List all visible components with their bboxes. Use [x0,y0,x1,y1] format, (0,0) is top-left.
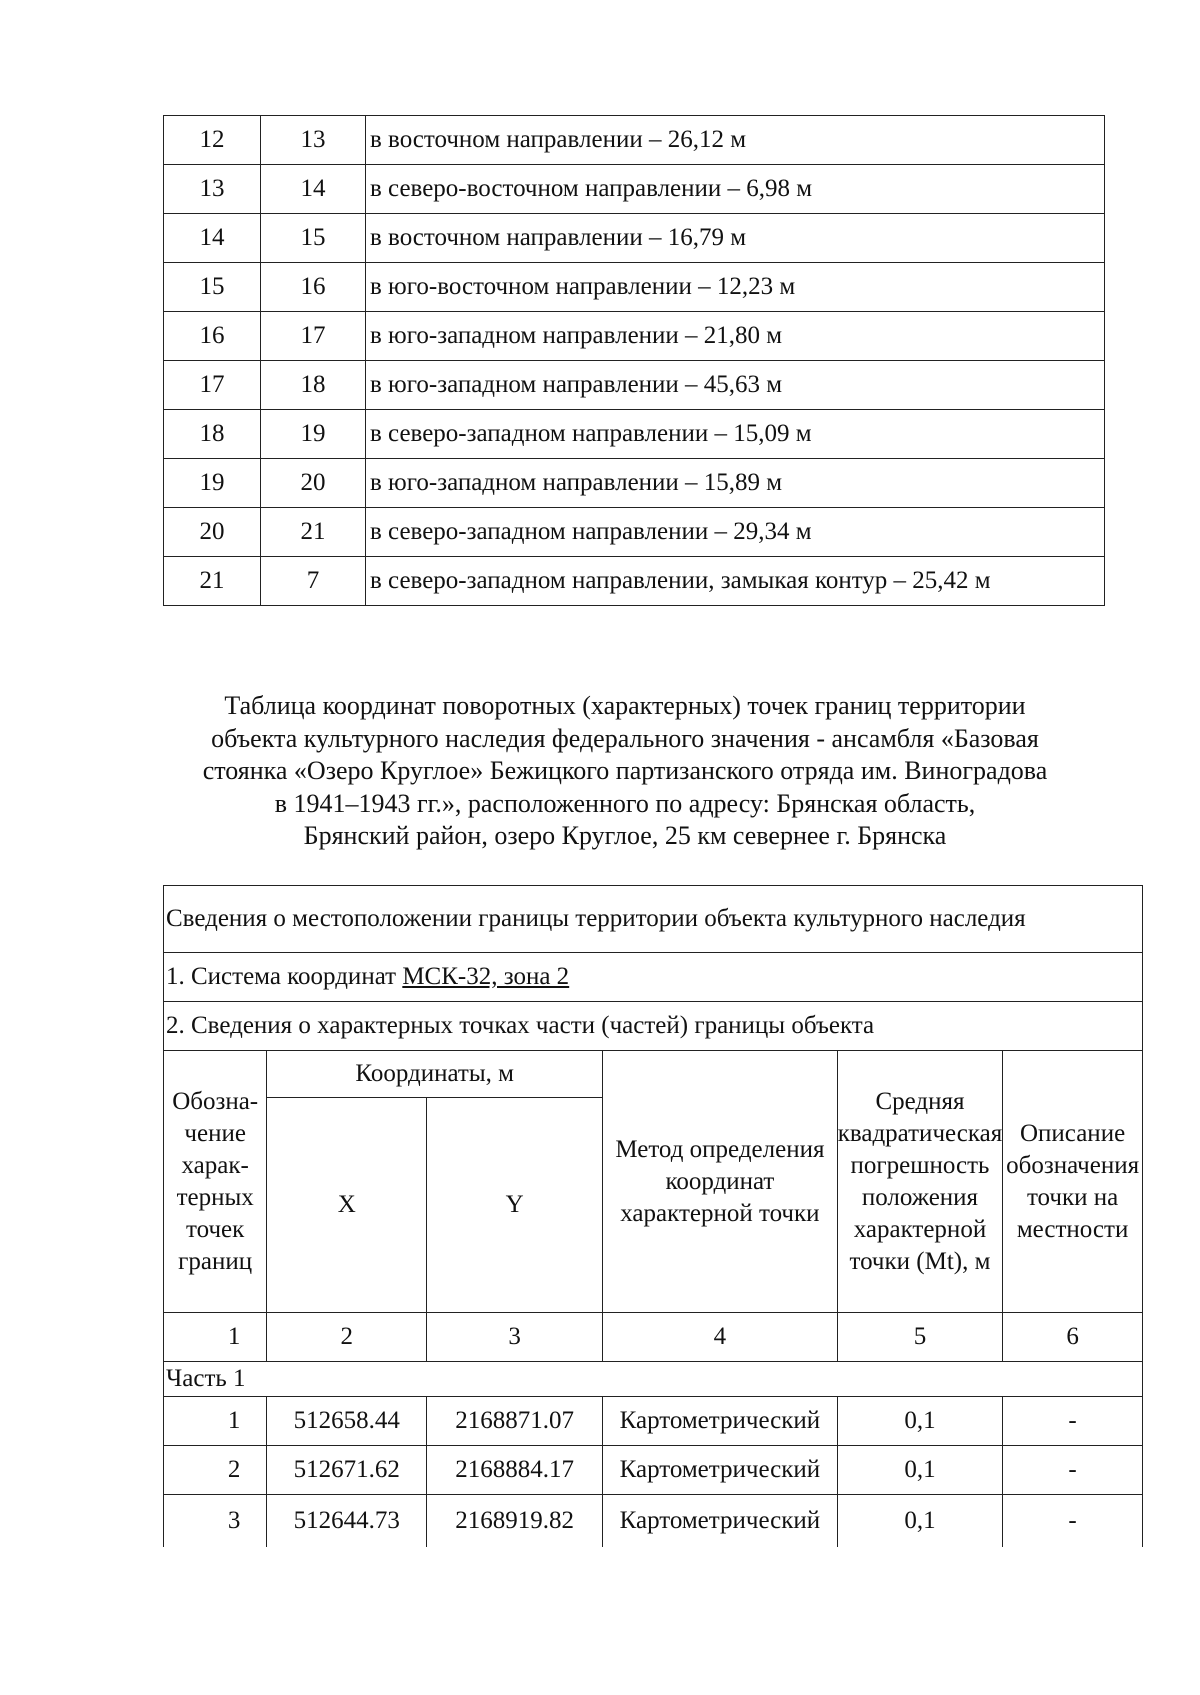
point-y: 2168884.17 [427,1446,603,1495]
from-point: 15 [164,263,261,312]
table-row [164,1397,1143,1446]
table-row [164,410,1105,459]
boundary-segments-table [163,115,1105,606]
table-row [164,312,1105,361]
method-header: Метод определения координат характерной точки [603,1051,838,1313]
point-x: 512658.44 [267,1397,427,1446]
column-number: 4 [603,1313,838,1362]
column-number: 3 [427,1313,603,1362]
to-point: 16 [261,263,366,312]
point-mt: 0,1 [837,1446,1002,1495]
table-row [164,886,1143,953]
table-row [164,361,1105,410]
part-row [164,1362,1143,1397]
table-row [164,1446,1143,1495]
from-point: 14 [164,214,261,263]
point-number: 3 [164,1495,267,1548]
from-point: 16 [164,312,261,361]
title-line: Брянский район, озеро Круглое, 25 км севернее г. Брянска [303,821,947,850]
from-point: 20 [164,508,261,557]
point-mt: 0,1 [837,1495,1002,1548]
description-header: Описание обозначения точки на местности [1003,1051,1143,1313]
table-row [164,165,1105,214]
segment-description: в восточном направлении – 16,79 м [366,214,1105,263]
point-mt: 0,1 [837,1397,1002,1446]
coordinate-system-label: 1. Система координат [166,963,403,990]
point-method: Картометрический [603,1495,838,1548]
to-point: 18 [261,361,366,410]
table-title [140,690,1110,853]
point-number: 2 [164,1446,267,1495]
to-point: 14 [261,165,366,214]
title-line: стоянка «Озеро Круглое» Бежицкого партизанского отряда им. Виноградова [202,756,1048,785]
to-point: 20 [261,459,366,508]
to-point: 7 [261,557,366,606]
column-number: 2 [267,1313,427,1362]
to-point: 21 [261,508,366,557]
point-method: Картометрический [603,1446,838,1495]
coordinate-system-value: МСК-32, зона 2 [402,963,570,990]
segment-description: в восточном направлении – 26,12 м [366,116,1105,165]
x-header: X [267,1098,427,1313]
segment-description: в северо-восточном направлении – 6,98 м [366,165,1105,214]
point-y: 2168919.82 [427,1495,603,1548]
to-point: 13 [261,116,366,165]
from-point: 19 [164,459,261,508]
coordinate-system-cell [164,953,1143,1002]
to-point: 19 [261,410,366,459]
title-line: Таблица координат поворотных (характерных) точек границ территории [224,691,1026,720]
point-x: 512671.62 [267,1446,427,1495]
point-x: 512644.73 [267,1495,427,1548]
segment-description: в юго-западном направлении – 15,89 м [366,459,1105,508]
location-info-cell: Сведения о местоположении границы территории объекта культурного наследия [164,886,1143,953]
to-point: 15 [261,214,366,263]
from-point: 12 [164,116,261,165]
point-number: 1 [164,1397,267,1446]
table-row [164,214,1105,263]
segment-description: в северо-западном направлении – 29,34 м [366,508,1105,557]
coordinates-table [163,885,1143,1547]
table-row [164,508,1105,557]
segment-description: в юго-западном направлении – 21,80 м [366,312,1105,361]
point-y: 2168871.07 [427,1397,603,1446]
table-row [164,953,1143,1002]
point-method: Картометрический [603,1397,838,1446]
title-line: в 1941–1943 гг.», расположенного по адресу: Брянская область, [274,788,976,818]
from-point: 17 [164,361,261,410]
to-point: 17 [261,312,366,361]
title-line: объекта культурного наследия федерального значения - ансамбля «Базовая [211,723,1039,753]
table-row [164,116,1105,165]
points-info-cell: 2. Сведения о характерных точках части (частей) границы объекта [164,1002,1143,1051]
table-row [164,1495,1143,1548]
segment-description: в северо-западном направлении – 15,09 м [366,410,1105,459]
error-header: Средняя квадратическая погрешность положения характерной точки (Mt), м [837,1051,1002,1313]
from-point: 18 [164,410,261,459]
segment-description: в северо-западном направлении, замыкая контур – 25,42 м [366,557,1105,606]
segment-description: в юго-восточном направлении – 12,23 м [366,263,1105,312]
point-description: - [1003,1397,1143,1446]
table-row [164,459,1105,508]
y-header: Y [427,1098,603,1313]
coordinates-header: Координаты, м [267,1051,603,1098]
table-row [164,1002,1143,1051]
point-description: - [1003,1446,1143,1495]
segment-description: в юго-западном направлении – 45,63 м [366,361,1105,410]
column-number: 5 [837,1313,1002,1362]
table-row [164,263,1105,312]
column-number: 6 [1003,1313,1143,1362]
point-description: - [1003,1495,1143,1548]
from-point: 21 [164,557,261,606]
designation-header: Обозна-чение харак-терных точек границ [164,1051,267,1313]
table-row [164,557,1105,606]
column-number-row [164,1313,1143,1362]
header-row [164,1051,1143,1098]
part-label: Часть 1 [164,1362,1143,1397]
column-number: 1 [164,1313,267,1362]
from-point: 13 [164,165,261,214]
